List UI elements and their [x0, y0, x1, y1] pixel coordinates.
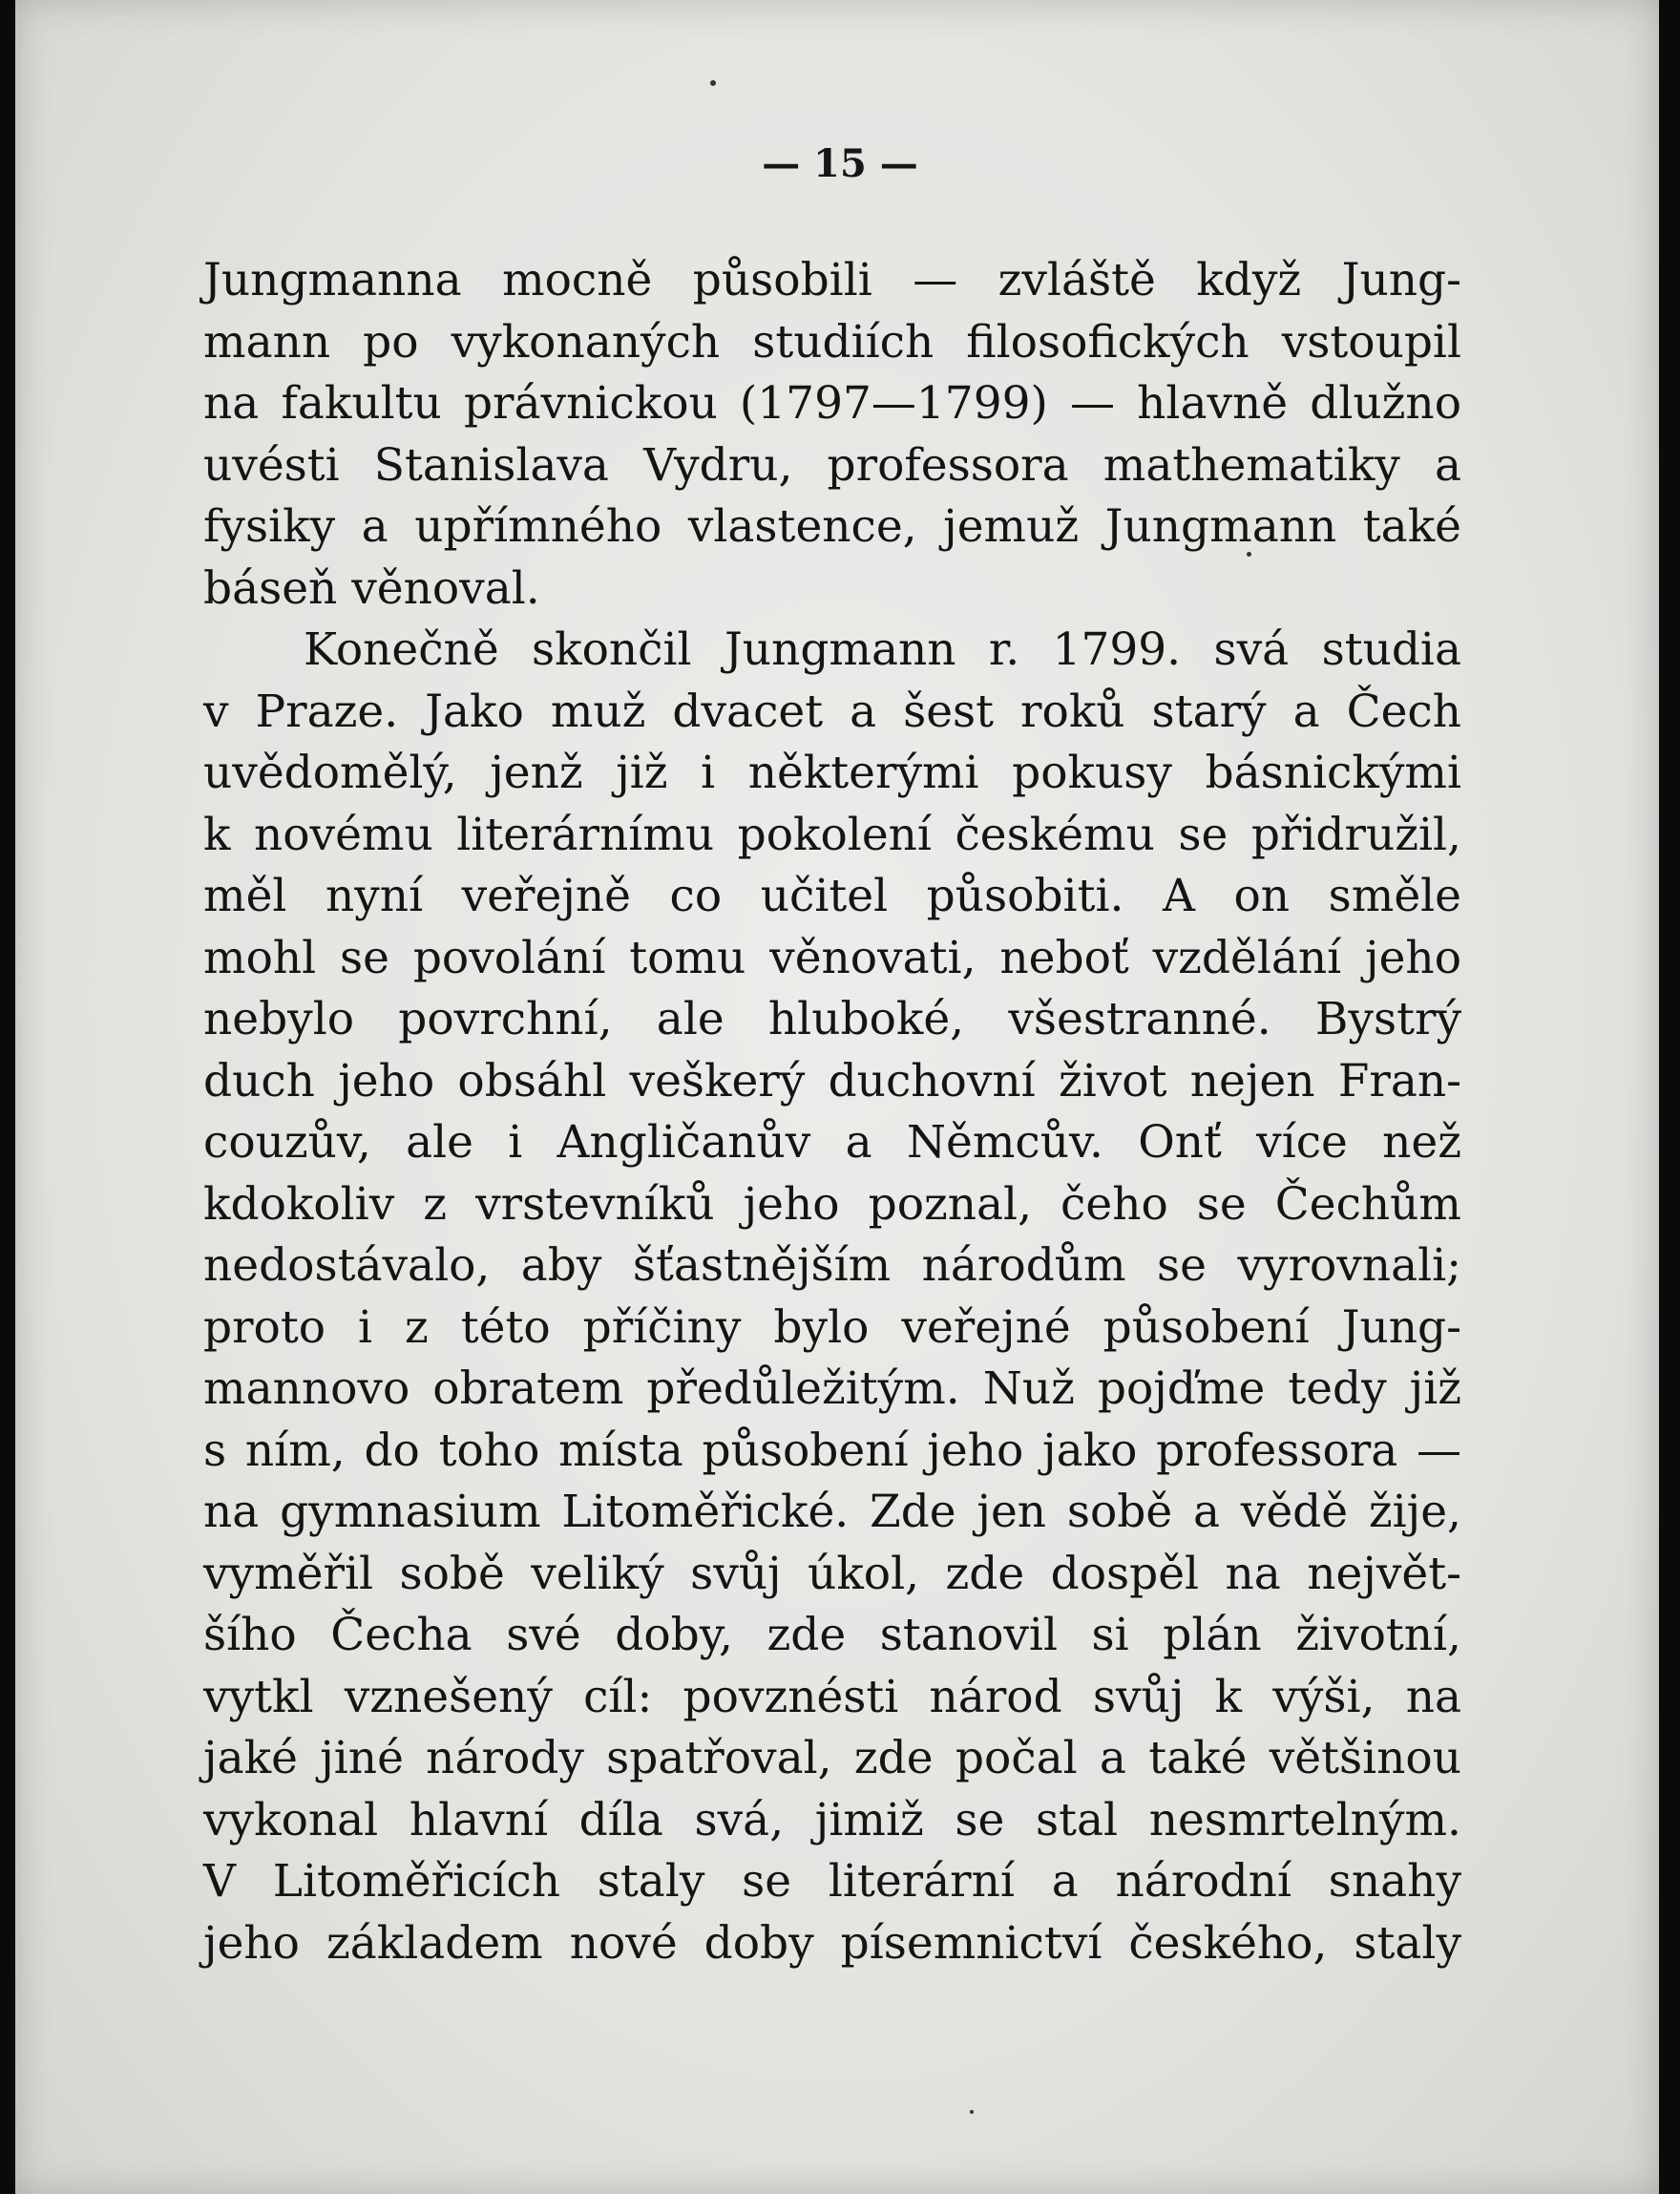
ink-speck: [710, 80, 716, 86]
text-line: nebylo povrchní, ale hluboké, všestranné. Bystrý: [203, 993, 1461, 1045]
text-line: mohl se povolání tomu věnovati, neboť vzdělání jeho: [203, 931, 1461, 984]
paragraph: [203, 620, 1461, 1974]
text-line: na fakultu právnickou (1797—1799) — hlavně dlužno: [203, 377, 1461, 430]
text-line: vykonal hlavní díla svá, jimiž se stal nesmrtelným.: [203, 1793, 1461, 1846]
text-line: nedostávalo, aby šťastnějším národům se vyrovnali;: [203, 1239, 1461, 1292]
body-text: [203, 250, 1461, 1974]
text-line: couzův, ale i Angličanův a Němcův. Onť více než: [203, 1116, 1461, 1169]
text-line: duch jeho obsáhl veškerý duchovní život nejen Fran-: [203, 1054, 1461, 1108]
text-line: kdokoliv z vrstevníků jeho poznal, čeho se Čechům: [203, 1177, 1461, 1231]
text-line: báseň věnoval.: [203, 561, 540, 615]
ink-speck: [970, 2110, 974, 2114]
text-line: jaké jiné národy spatřoval, zde počal a také většinou: [203, 1732, 1461, 1784]
text-line: mannovo obratem předůležitým. Nuž pojďme tedy již: [203, 1362, 1461, 1415]
page-number: — 15 —: [762, 141, 918, 186]
text-line: uvésti Stanislava Vydru, professora mathematiky a: [203, 438, 1461, 492]
text-line: uvědomělý, jenž již i některými pokusy básnickými: [203, 747, 1461, 799]
text-line: vytkl vznešený cíl: povznésti národ svůj k výši, na: [203, 1670, 1461, 1723]
text-line: mann po vykonaných studiích filosofických vstoupil: [203, 315, 1461, 369]
paragraph: [203, 250, 1461, 620]
text-line: v Praze. Jako muž dvacet a šest roků starý a Čech: [203, 685, 1461, 738]
text-line: s ním, do toho místa působení jeho jako professora —: [203, 1424, 1461, 1477]
text-line: proto i z této příčiny bylo veřejné působení Jung-: [203, 1300, 1461, 1354]
text-line: Konečně skončil Jungmann r. 1799. svá studia: [304, 623, 1461, 676]
text-line: k novému literárnímu pokolení českému se přidružil,: [203, 808, 1461, 861]
text-line: jeho základem nové doby písemnictví českého, staly: [203, 1916, 1461, 1970]
text-line: Jungmanna mocně působili — zvláště když Jung-: [203, 254, 1461, 306]
text-line: měl nyní veřejně co učitel působiti. A on směle: [203, 870, 1461, 922]
text-line: V Litoměřicích staly se literární a národní snahy: [203, 1855, 1461, 1908]
text-line: šího Čecha své doby, zde stanovil si plán životní,: [203, 1609, 1461, 1661]
text-line: fysiky a upřímného vlastence, jemuž Jungmann také: [203, 500, 1461, 553]
text-line: vyměřil sobě veliký svůj úkol, zde dospěl na největ-: [203, 1547, 1461, 1600]
text-line: na gymnasium Litoměřické. Zde jen sobě a vědě žije,: [203, 1486, 1461, 1538]
